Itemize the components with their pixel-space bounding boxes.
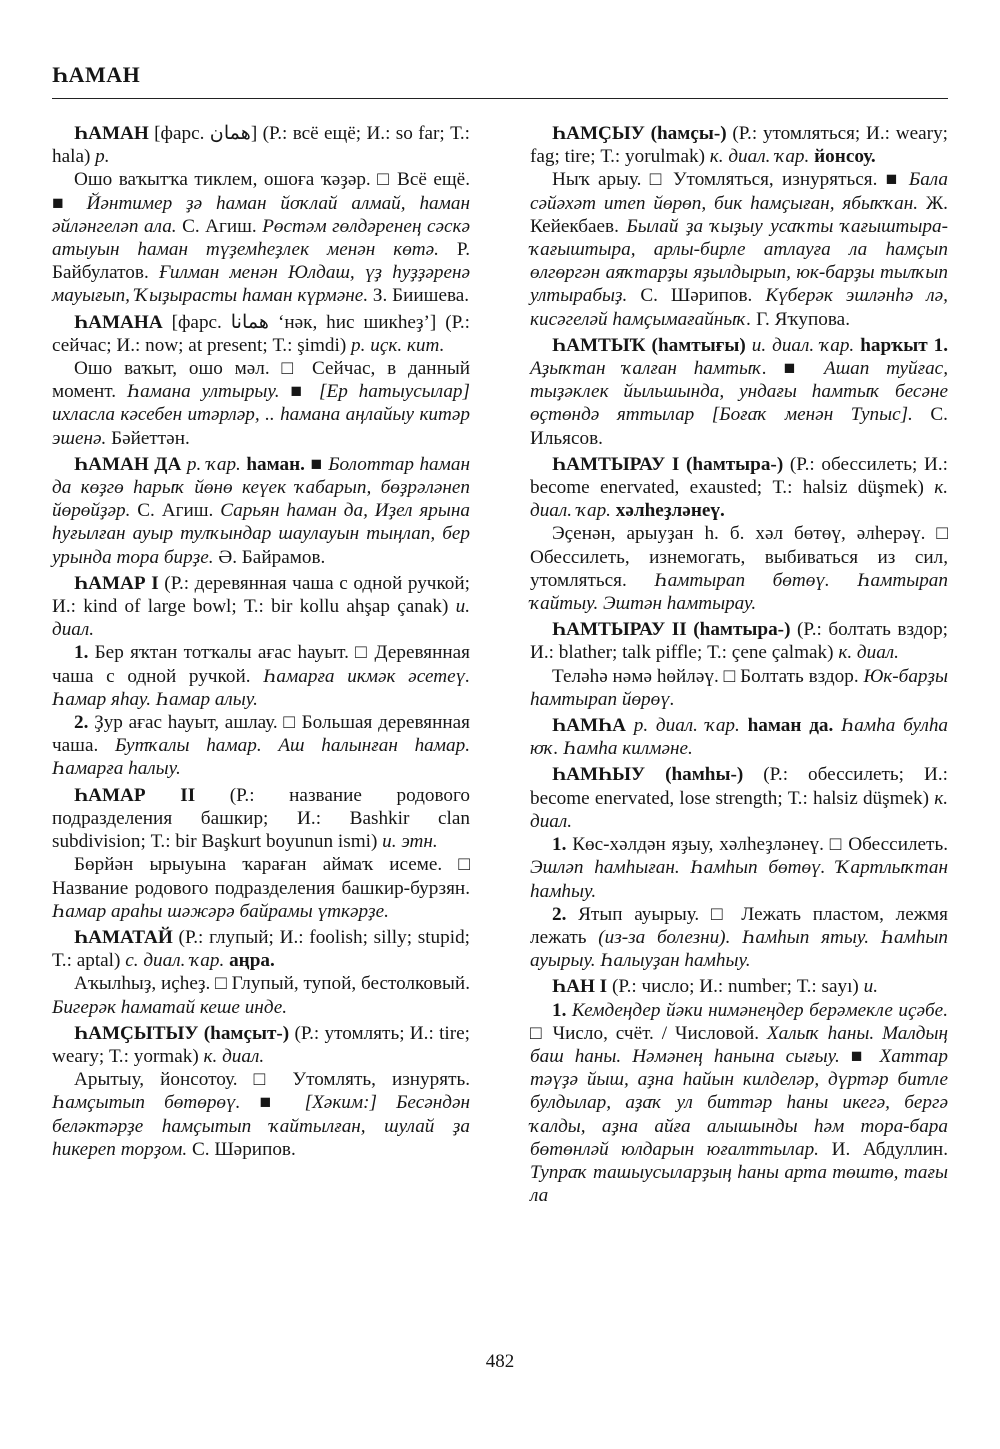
body-text bbox=[626, 715, 634, 736]
italic-text: Һамҫытып бөтөрөү. bbox=[52, 1092, 241, 1114]
italic-text: к. диал. ҡар. bbox=[709, 146, 810, 168]
italic-text: и. диал. ҡар. bbox=[751, 334, 855, 356]
body-text bbox=[833, 715, 841, 736]
body-text: (Р.: название родового подразделения башкир; И.: Bashkir clan subdivision; Т.: bir Başkurt boyunun ismi) bbox=[52, 784, 471, 853]
entry-sense bbox=[530, 999, 948, 1208]
body-text: Ятып ауырыу. □ Лежать пластом, лежмя лежать bbox=[530, 903, 948, 948]
italic-text: к. диал. bbox=[203, 1045, 265, 1067]
body-text: Бер яҡтан тотҡалы ағас һауыт. □ Деревянная чаша с одной ручкой. bbox=[52, 642, 470, 687]
body-text: (Р.: число; И.: number; Т.: sayı) bbox=[607, 976, 864, 998]
body-text: (Р.: деревянная чаша с одной ручкой; И.: kind of large bowl; Т.: bir kollu ahşap çanak) bbox=[52, 572, 470, 618]
dictionary-entry bbox=[52, 453, 470, 569]
body-text: (Р.: обессилеть; И.: become enervated, exausted; Т.: halsiz düşmek) bbox=[530, 453, 949, 499]
body-text: Бәйеттән. bbox=[106, 427, 190, 449]
body-text: [фарс. bbox=[148, 123, 210, 144]
headword-text: 1. bbox=[552, 999, 567, 1021]
body-text: С. Шәрипов. bbox=[627, 285, 766, 307]
headword-text: хәлһеҙләнеү. bbox=[615, 500, 725, 522]
italic-text: Кемдеңдер йәки нимәнеңдер берәмекле иҫәбе. bbox=[571, 999, 948, 1021]
italic-text: р. ҡар. bbox=[186, 453, 241, 475]
italic-text: Ғилман менән Юлдаш, үҙ һуҙҙәренә мауығып, Ҡыҙырасты һаман күрмәне. bbox=[52, 262, 470, 307]
headword-text: ҺАМҺА bbox=[552, 715, 626, 737]
headword-text: ҺАМТЫҠ (һамтығы) bbox=[552, 334, 746, 356]
body-text: Ә. Байрамов. bbox=[213, 546, 326, 568]
headword-text: ҺАМАР I bbox=[74, 572, 159, 594]
body-text: (Р.: глупый; И.: foolish; silly; stupid; Т.: aptal) bbox=[52, 926, 470, 972]
dictionary-entry bbox=[530, 334, 948, 450]
dictionary-entry bbox=[52, 784, 470, 854]
entry-sense bbox=[52, 168, 470, 307]
entry-sense bbox=[52, 853, 470, 923]
body-text: С. Шәрипов. bbox=[187, 1138, 296, 1160]
dictionary-entry bbox=[52, 122, 470, 168]
body-text: З. Биишева. bbox=[368, 285, 470, 307]
body-text: С. Ильясов. bbox=[530, 404, 948, 449]
dictionary-entry bbox=[530, 975, 948, 998]
headword-text: ҺАМАТАЙ bbox=[74, 926, 173, 948]
headword-text: ҺАМАН ДА bbox=[74, 453, 182, 475]
italic-text: Аҙыҡтан ҡалған һамтыҡ. bbox=[530, 358, 767, 380]
body-text: ■ bbox=[766, 358, 824, 380]
body-text: (Р.: утомлять; И.: tire; weary; Т.: yormak) bbox=[52, 1022, 470, 1067]
italic-text: Һамарға икмәк әсетеү. Һамар яһау. Һамар алыу. bbox=[52, 665, 470, 710]
body-text: (Р.: болтать вздор; И.: blather; talk piffle; Т.: çene çalmak) bbox=[530, 619, 948, 664]
headword-text: һаман да. bbox=[747, 715, 834, 737]
italic-text: и. диал. bbox=[52, 596, 470, 641]
italic-text: Бутҡалы һамар. Аш һалынған һамар. Һамарға һалыу. bbox=[52, 735, 471, 780]
entry-sense bbox=[530, 665, 948, 711]
dictionary-entry bbox=[52, 926, 470, 972]
entry-sense bbox=[52, 641, 470, 711]
body-text: (Р.: обессилеть; И.: become enervated, lose strength; Т.: halsiz düşmek) bbox=[530, 764, 948, 809]
running-head-word: ҺАМАН bbox=[52, 62, 141, 87]
headword-text: 1. bbox=[74, 642, 89, 664]
italic-text: [Ер һатыусылар] ихласла кәсебен итәрләр, .. һамана аңлайыу китәр эшенә. bbox=[52, 381, 470, 449]
italic-text: Хаттар тәүҙә йыш, аҙна һайын килделәр, дүртәр битле булдылар, аҙаҡ ул биттәр һаны икегә, бергә ҡалды, аҙна айға алышынды һәм тора-бара бөтөнләй юлдарын юғалттылар. bbox=[530, 1045, 948, 1160]
italic-text: p. bbox=[95, 146, 110, 168]
italic-text: Юк-барҙы һамтырап йөрөү. bbox=[530, 665, 948, 710]
body-text: ‘нәк, һис шикһеҙ’] (Р.: сейчас; И.: now; at present; Т.: şimdi) bbox=[52, 311, 471, 356]
headword-text: ҺАМҪЫТЫУ (һамҫыт-) bbox=[74, 1022, 290, 1044]
italic-text: Тупраҡ ташыусыларҙың һаны арта төштө, тағы ла bbox=[530, 1161, 948, 1207]
italic-text: Рөстәм гөлдәренең сәскә атыуын һаман түҙемһеҙлек менән көтә. bbox=[52, 215, 470, 261]
body-text: Эҫенән, арыуҙан һ. б. хәл бөтөү, әлһерәү. □ Обессилеть, изнемогать, выбиваться из сил, утомляться. bbox=[530, 523, 948, 591]
body-text: С. Агиш. bbox=[130, 500, 221, 522]
entry-sense bbox=[530, 833, 948, 903]
dictionary-entry bbox=[52, 1022, 470, 1068]
entry-sense bbox=[52, 972, 470, 1018]
headword-text: ҺАМТЫРАУ II (һамтыра-) bbox=[552, 619, 791, 641]
body-text: Көс-хәлдән яҙыу, хәлһеҙләнеү. □ Обессилеть. bbox=[566, 834, 948, 856]
italic-text: Бала сәйәхәт итеп йөрөп, бик һамҫыған, ябыҡҡан. bbox=[530, 169, 948, 214]
italic-text: Һамһа булһа юҡ. Һамһа килмәне. bbox=[530, 715, 949, 760]
body-text: С. Агиш. bbox=[176, 215, 263, 237]
italic-text: к. диал. bbox=[530, 787, 948, 832]
running-header bbox=[52, 62, 948, 88]
body-text: Ныҡ арыу. □ Утомляться, изнуряться. ■ bbox=[552, 169, 909, 191]
italic-text: Халыҡ һаны. Малдың баш һаны. Нәмәнең һанына сығыу. bbox=[530, 1022, 948, 1067]
headword-text: 2. bbox=[552, 903, 567, 925]
body-text: همانا bbox=[230, 311, 270, 333]
body-text: Ошо ваҡыт, ошо мәл. □ Сейчас, в данный момент. bbox=[52, 358, 470, 403]
body-text: ■ bbox=[240, 1092, 305, 1114]
body-text: И. Абдуллин. bbox=[818, 1138, 948, 1160]
headword-text: ҺАМҪЫУ (һамҫы-) bbox=[552, 123, 727, 144]
italic-text: с. диал. ҡар. bbox=[125, 950, 225, 972]
body-text: Ошо ваҡытҡа тиклем, ошоға ҡәҙәр. □ Всё ещё. ■ bbox=[52, 169, 470, 214]
dictionary-entry bbox=[530, 714, 948, 760]
italic-text: (из-за болезни). Һамһып ятыу. Һамһып ауырыу. Һалыуҙан һамһыу. bbox=[530, 926, 948, 972]
dictionary-entry bbox=[52, 572, 470, 642]
italic-text: и. bbox=[863, 976, 878, 998]
italic-text: Эшләп һамһыған. Һамһып бөтөү. Ҡартлыҡтан һамһыу. bbox=[530, 857, 948, 902]
italic-text: Болоттар һаман да көҙгө һарыҡ йөнө кеүек ҡабарып, бөҙрәләнеп йөрөйҙәр. bbox=[52, 453, 471, 522]
body-text: □ Число, счёт. / Числовой. bbox=[530, 1022, 767, 1044]
body-text: ■ bbox=[279, 381, 319, 403]
body-text: (Р.: утомляться; И.: weary; fag; tire; Т.: yorulmak) bbox=[530, 123, 948, 168]
body-text: Бөрйән ырыуына ҡараған аймаҡ исеме. □ Название родового подразделения башкир-бурзян. bbox=[52, 854, 470, 899]
italic-text: [Хәким:] Бесәндән беләктәрҙе һамҫытып ҡайтылған, шулай ҙа һикереп торҙом. bbox=[52, 1092, 470, 1160]
body-text: Р. Байбулатов. bbox=[52, 239, 470, 284]
body-text: Арытыу, йонсотоу. □ Утомлять, изнурять. bbox=[74, 1069, 470, 1091]
headword-text: ҺАМҺЫУ (һамһы-) bbox=[552, 764, 744, 786]
headword-text: ҺАМАН bbox=[74, 123, 149, 144]
entry-sense bbox=[530, 903, 948, 973]
italic-text: Һамар араһы шәжәрә байрамы үткәрҙе. bbox=[52, 900, 389, 922]
italic-text: Һамана ултырыу. bbox=[126, 381, 280, 403]
italic-text: Күберәк эшләнһә лә, кисәгеләй һамҫымағайныҡ. bbox=[530, 285, 948, 330]
headword-text: ҺАМАНА bbox=[74, 311, 163, 333]
italic-text: Сарьян һаман да, Иҙел ярына һуғылған ауыр тулҡындар шаулауын тыңлап, бер урында тора бирҙе. bbox=[52, 500, 471, 568]
headword-text: һаман. bbox=[246, 453, 305, 475]
dictionary-entry bbox=[530, 453, 948, 523]
italic-text: и. этн. bbox=[382, 831, 438, 853]
body-text: ■ bbox=[304, 453, 329, 475]
headword-text: һарҡыт 1. bbox=[860, 334, 948, 356]
left-column bbox=[52, 122, 470, 1161]
italic-text: Ашап туйғас, тыҙәклек йыльшында, ундағы һамтыҡ бесәне өҫтөндә яттылар [Боғаҡ менән Тупыс]. bbox=[530, 358, 948, 426]
body-text: Ҙур ағас һауыт, ашлау. □ Большая деревянная чаша. bbox=[52, 712, 470, 757]
page-number: 482 bbox=[485, 1351, 515, 1372]
body-text: Ж. Кейекбаев. bbox=[530, 192, 948, 237]
headword-text: ҺАМТЫРАУ I (һамтыра-) bbox=[552, 453, 784, 475]
body-text: ■ bbox=[839, 1045, 880, 1067]
entry-sense bbox=[52, 711, 470, 781]
headword-text: ҺАМАР II bbox=[74, 784, 196, 806]
italic-text: Бигерәк һаматай кеше инде. bbox=[52, 996, 288, 1018]
body-text: ] (Р.: всё ещё; И.: so far; Т.: hala) bbox=[52, 123, 470, 168]
headword-text: 1. bbox=[552, 834, 567, 856]
italic-text: Йәнтимер ҙә һаман йоҡлай алмай, һаман әйләнгеләп ала. bbox=[52, 192, 470, 237]
dictionary-entry bbox=[52, 311, 470, 357]
header-rule bbox=[52, 98, 948, 99]
italic-text: р. диал. ҡар. bbox=[633, 715, 740, 737]
entry-sense bbox=[52, 1068, 470, 1161]
dictionary-entry bbox=[530, 122, 948, 168]
dictionary-entry bbox=[530, 618, 948, 664]
headword-text: йонсоу. bbox=[814, 146, 876, 168]
body-text: Аҡылһыҙ, иҫһеҙ. □ Глупый, тупой, бестолковый. bbox=[74, 973, 470, 995]
body-text: Г. Яҡупова. bbox=[751, 308, 850, 330]
headword-text: 2. bbox=[74, 712, 89, 734]
italic-text: к. диал. ҡар. bbox=[530, 477, 948, 522]
entry-sense bbox=[530, 522, 948, 615]
body-text: همان bbox=[209, 123, 251, 144]
right-column bbox=[530, 122, 948, 1207]
body-text: [фарс. bbox=[162, 311, 231, 333]
italic-text: Былай ҙа ҡыҙыу усаҡты ҡағыштыра-ҡағыштыра, арлы-бирле атлауға ла һамҫып өлгөргән аяҡтарҙы яҙылдырып, юк-барҙы тылҡып ултырабыҙ. bbox=[530, 215, 948, 307]
body-text: Теләһә нәмә һөйләү. □ Болтать вздор. bbox=[552, 665, 864, 687]
body-text bbox=[740, 715, 748, 736]
dictionary-entry bbox=[530, 763, 948, 833]
italic-text: p. иҫк. кит. bbox=[351, 334, 445, 356]
headword-text: ҺАН I bbox=[552, 976, 608, 998]
italic-text: к. диал. bbox=[838, 642, 899, 664]
entry-sense bbox=[530, 168, 948, 330]
headword-text: аңра. bbox=[229, 950, 275, 972]
italic-text: Һамтырап бөтөү. Һамтырап ҡайтыу. Эштән һамтырау. bbox=[530, 569, 948, 615]
entry-sense bbox=[52, 357, 470, 450]
